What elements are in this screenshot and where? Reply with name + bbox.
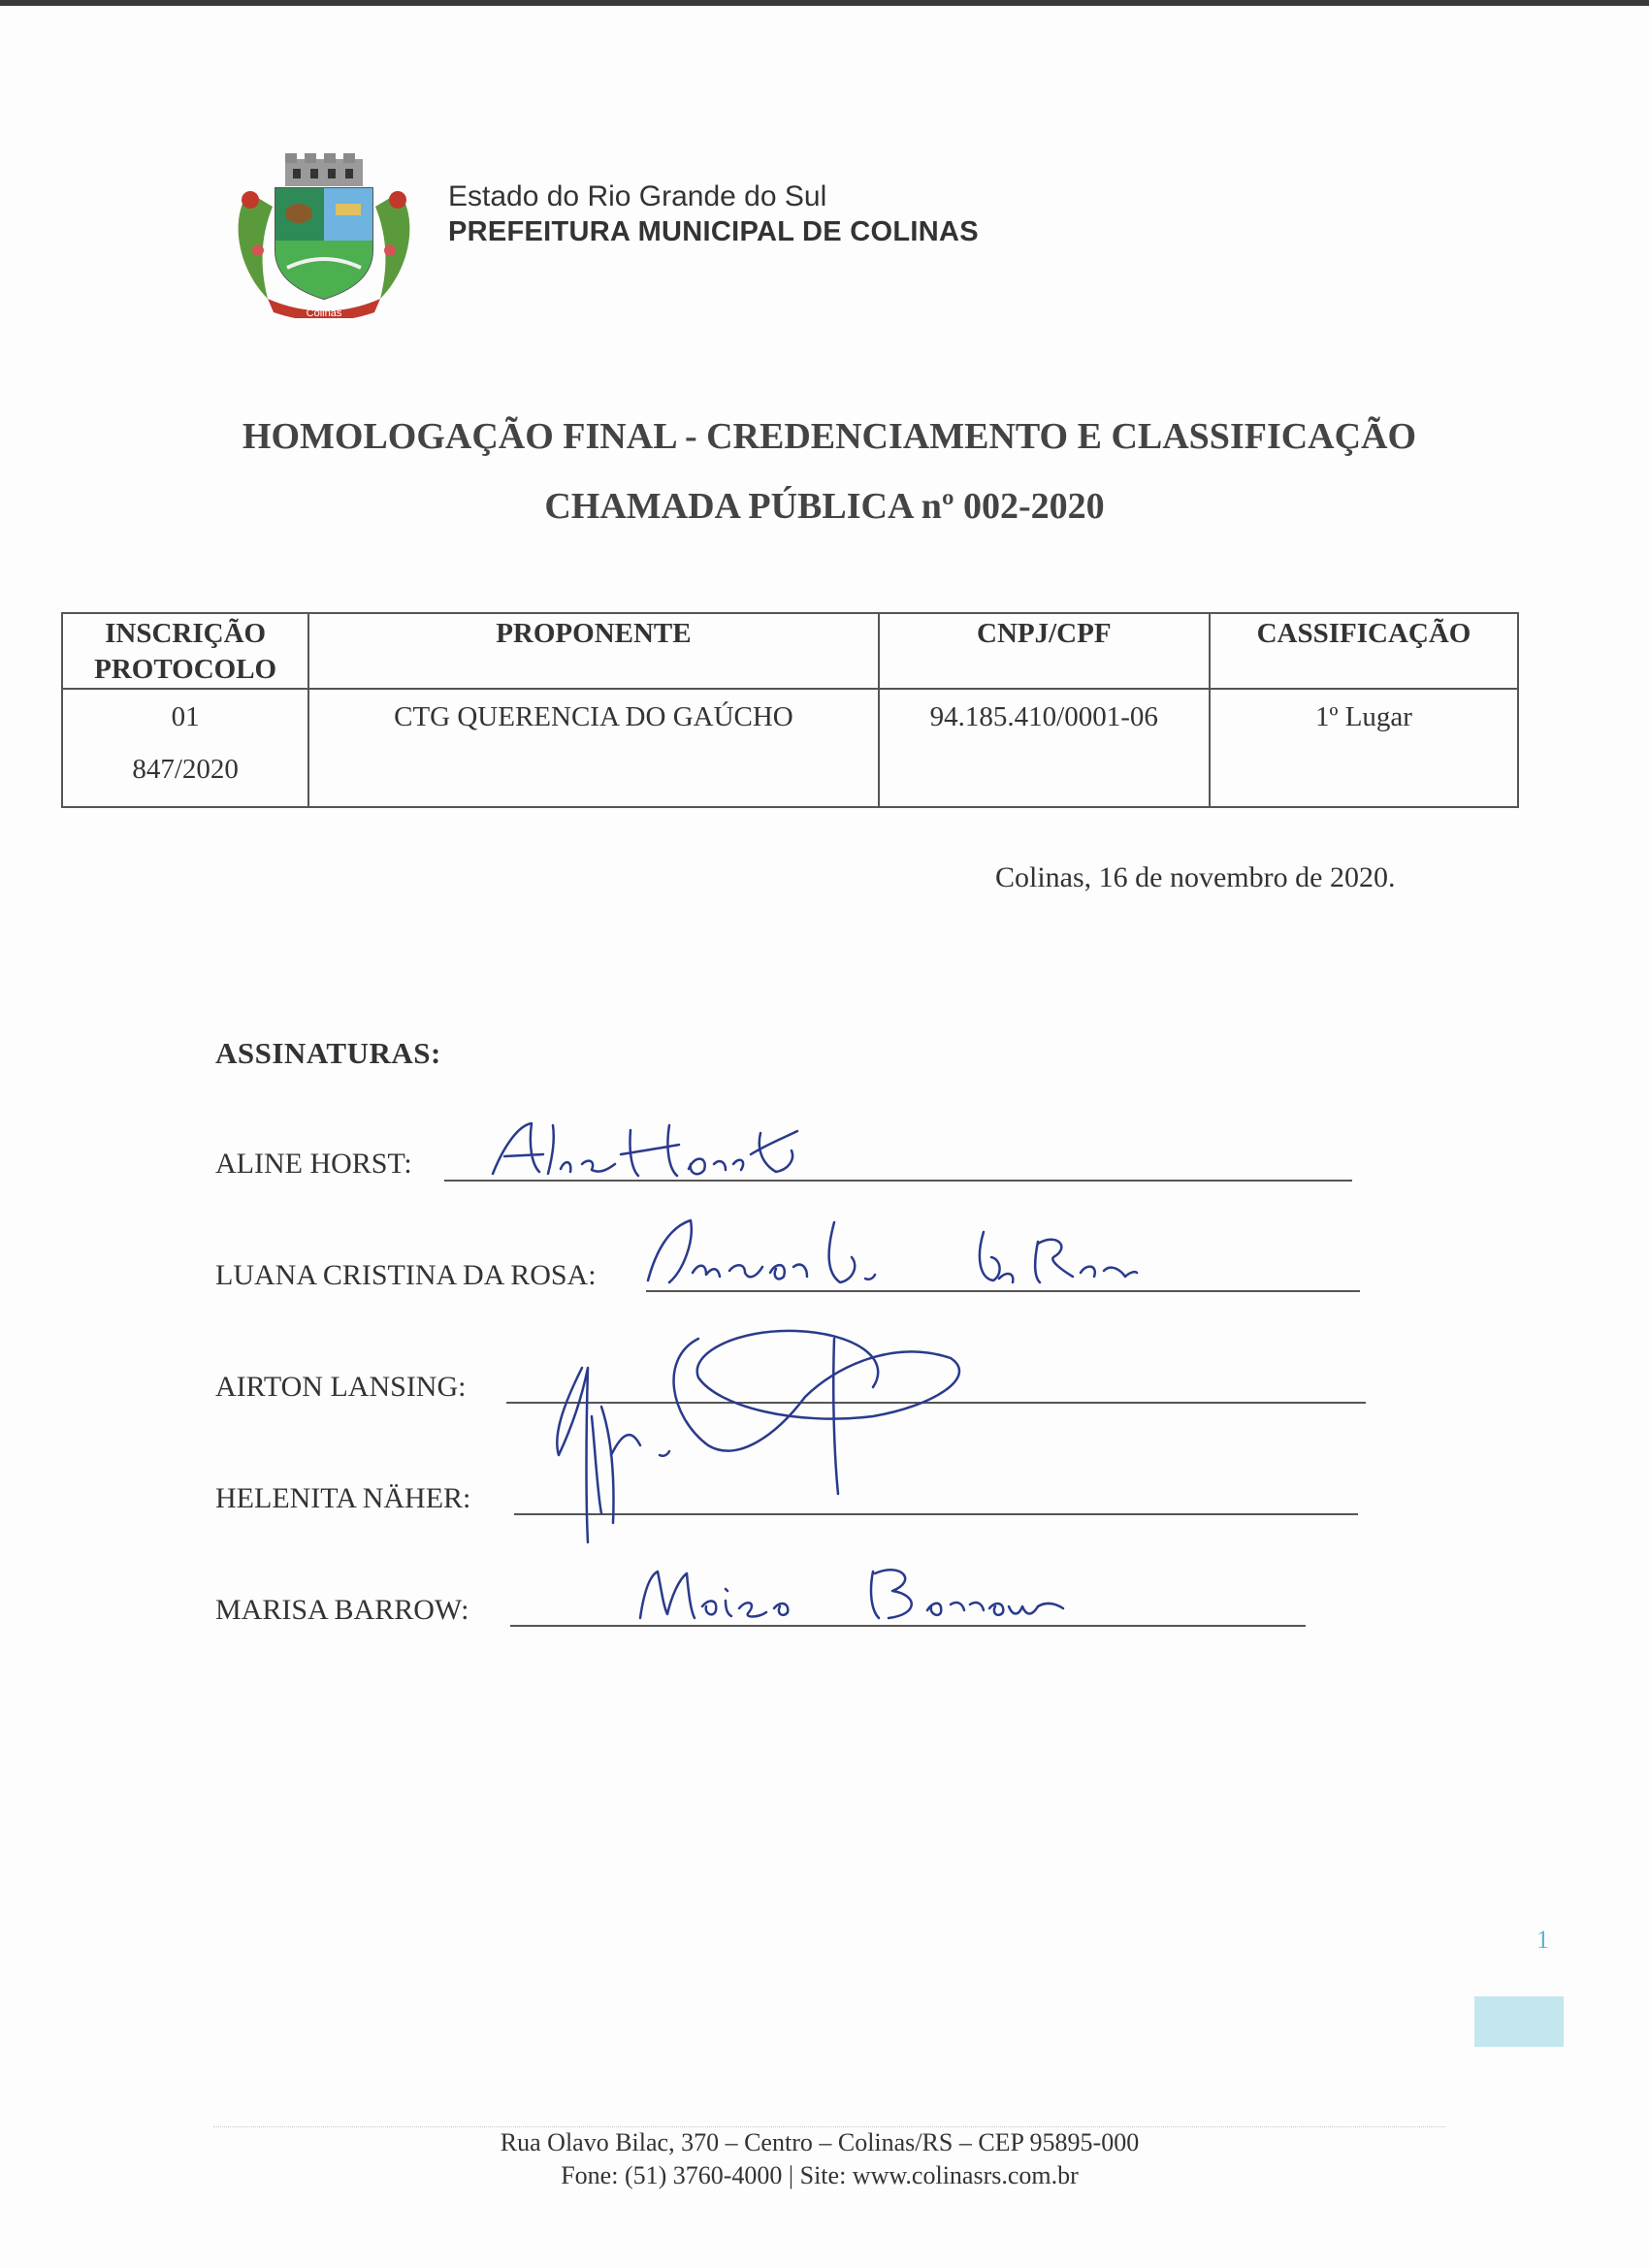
page-number: 1 (1536, 1926, 1549, 1954)
document-title: HOMOLOGAÇÃO FINAL - CREDENCIAMENTO E CLASSIFICAÇÃO (242, 416, 1417, 457)
cell-cnpj: 94.185.410/0001-06 (879, 689, 1210, 807)
signature-line-luana (646, 1290, 1360, 1292)
signature-line-airton (506, 1402, 1366, 1404)
col-header-classificacao: CASSIFICAÇÃO (1210, 613, 1518, 689)
footer-contact: Fone: (51) 3760-4000 | Site: www.colinasrs.com.br (561, 2161, 1079, 2189)
table-header-row (62, 613, 1518, 689)
municipal-crest-logo (229, 153, 419, 318)
classification-table (61, 612, 1519, 808)
inscricao-number: 01 (171, 701, 200, 732)
signature-luana (648, 1220, 1137, 1282)
page-top-edge (0, 0, 1649, 6)
col-header-inscricao: INSCRIÇÃO PROTOCOLO (62, 613, 308, 689)
document-subtitle: CHAMADA PÚBLICA nº 002-2020 (544, 486, 1105, 527)
signatures-heading: ASSINATURAS: (215, 1036, 441, 1070)
protocolo-number: 847/2020 (132, 754, 239, 785)
state-name: Estado do Rio Grande do Sul (448, 180, 827, 212)
signature-line-marisa (510, 1625, 1306, 1627)
signature-aline (493, 1123, 797, 1176)
cell-inscricao (62, 689, 308, 807)
footer-divider (213, 2126, 1445, 2127)
col-header-cnpj: CNPJ/CPF (879, 613, 1210, 689)
document-date: Colinas, 16 de novembro de 2020. (995, 861, 1396, 893)
tape-mark (1474, 1996, 1564, 2047)
cell-classificacao: 1º Lugar (1210, 689, 1518, 807)
cell-proponente: CTG QUERENCIA DO GAÚCHO (308, 689, 878, 807)
col-header-proponente: PROPONENTE (308, 613, 878, 689)
signature-airton (674, 1331, 959, 1494)
prefecture-name: PREFEITURA MUNICIPAL DE COLINAS (448, 216, 979, 247)
signer-label-airton: AIRTON LANSING: (215, 1371, 467, 1403)
signature-helenita (557, 1368, 669, 1542)
signer-label-luana: LUANA CRISTINA DA ROSA: (215, 1259, 597, 1291)
signature-line-aline (444, 1180, 1352, 1182)
footer-address: Rua Olavo Bilac, 370 – Centro – Colinas/RS – CEP 95895-000 (500, 2128, 1140, 2156)
crest-ribbon-text: Colinas (306, 308, 342, 318)
table-row (62, 689, 1518, 807)
signer-label-aline: ALINE HORST: (215, 1148, 412, 1180)
signature-line-helenita (514, 1513, 1358, 1515)
header (448, 179, 979, 249)
signature-marisa (640, 1570, 1063, 1618)
signer-label-marisa: MARISA BARROW: (215, 1594, 469, 1626)
signer-label-helenita: HELENITA NÄHER: (215, 1482, 471, 1514)
